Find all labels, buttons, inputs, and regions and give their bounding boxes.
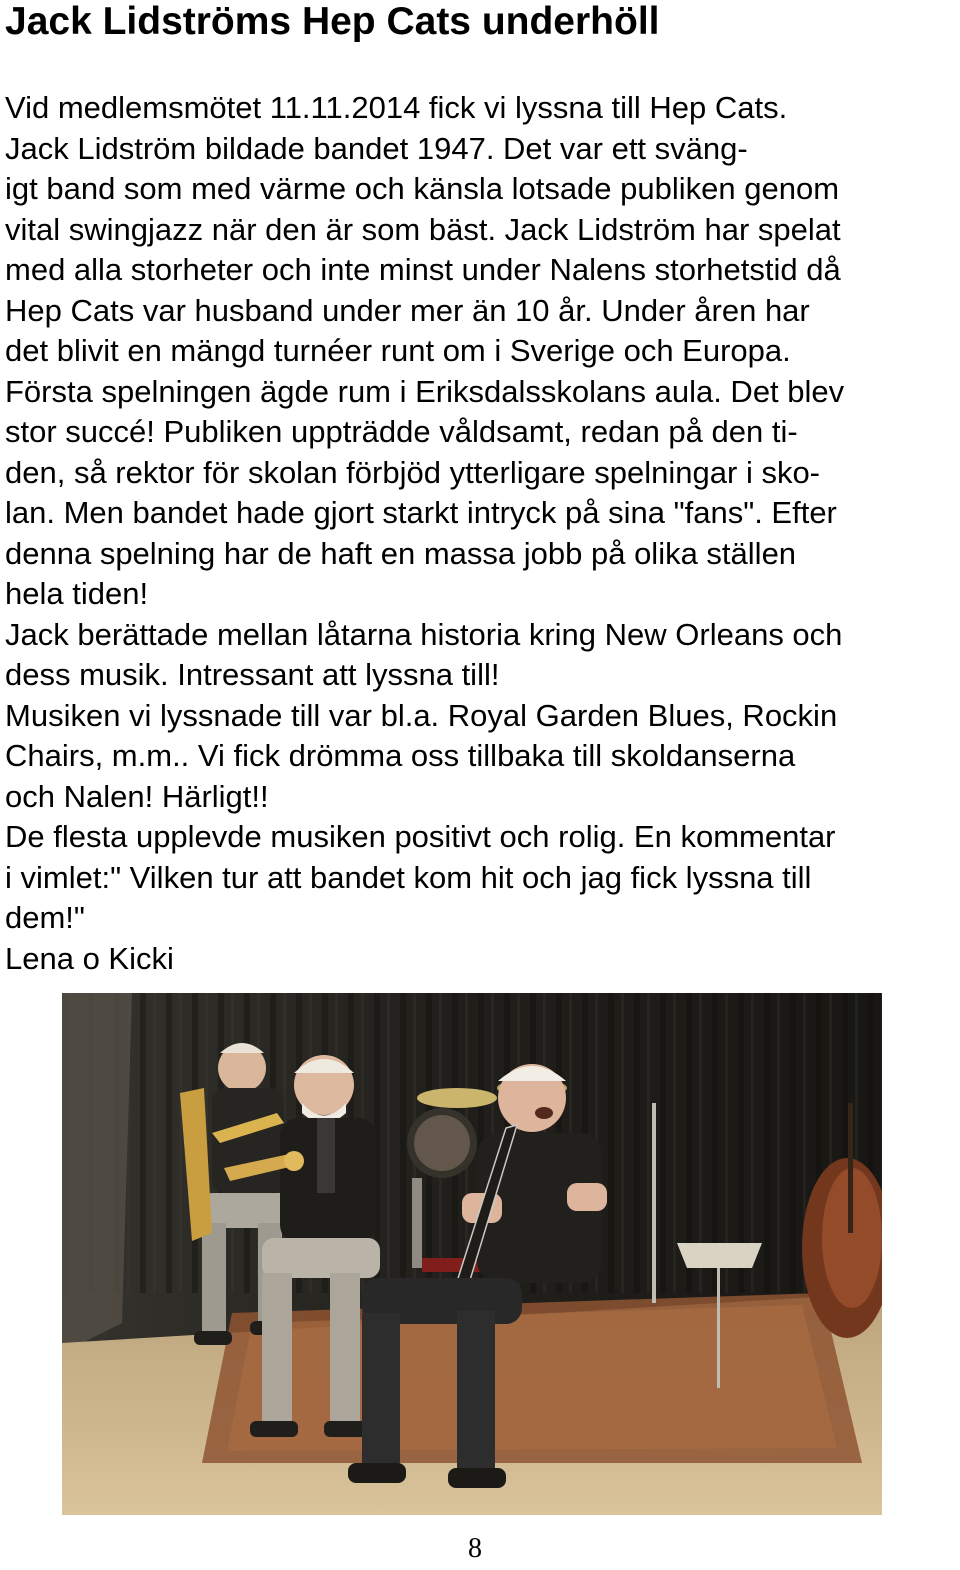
article-line: stor succé! Publiken uppträdde våldsamt, redan på den ti-	[5, 414, 798, 449]
article-line: Hep Cats var husband under mer än 10 år. Under åren har	[5, 292, 810, 328]
article-line: dess musik. Intressant att lyssna till!	[5, 657, 500, 692]
band-photo-illustration	[62, 993, 882, 1515]
band-photo	[62, 993, 882, 1515]
article-line: Första spelningen ägde rum i Eriksdalsskolans aula. Det blev	[5, 373, 845, 409]
article-signature: Lena o Kicki	[5, 940, 174, 976]
article-line: Musiken vi lyssnade till var bl.a. Royal Garden Blues, Rockin	[5, 697, 838, 733]
article-line: Jack Lidström bildade bandet 1947. Det var ett sväng-	[5, 130, 748, 166]
article-line: och Nalen! Härligt!!	[5, 778, 269, 814]
article-line: vital swingjazz när den är som bäst. Jack Lidström har spelat	[5, 211, 841, 247]
article-line: De flesta upplevde musiken positivt och rolig. En kommentar	[5, 819, 836, 854]
article-title: Jack Lidströms Hep Cats underhöll	[5, 0, 660, 43]
article-body	[5, 88, 960, 979]
article-line: Vid medlemsmötet 11.11.2014 fick vi lyssna till Hep Cats.	[5, 90, 788, 125]
article-line: denna spelning har de haft en massa jobb på olika ställen	[5, 535, 797, 571]
article-line: lan. Men bandet hade gjort starkt intryck på sina "fans". Efter	[5, 495, 837, 530]
article-line: det blivit en mängd turnéer runt om i Sverige och Europa.	[5, 333, 791, 368]
article-line: i vimlet:" Vilken tur att bandet kom hit och jag fick lyssna till	[5, 859, 812, 895]
article-line: dem!"	[5, 900, 85, 935]
article-line: med alla storheter och inte minst under Nalens storhetstid då	[5, 252, 841, 287]
article-line: den, så rektor för skolan förbjöd ytterligare spelningar i sko-	[5, 454, 821, 490]
page-number: 8	[468, 1533, 482, 1564]
article-line: hela tiden!	[5, 576, 149, 611]
article-line: Chairs, m.m.. Vi fick drömma oss tillbaka till skoldanserna	[5, 738, 796, 773]
article-line: Jack berättade mellan låtarna historia kring New Orleans och	[5, 616, 843, 652]
article-line: igt band som med värme och känsla lotsade publiken genom	[5, 171, 840, 206]
